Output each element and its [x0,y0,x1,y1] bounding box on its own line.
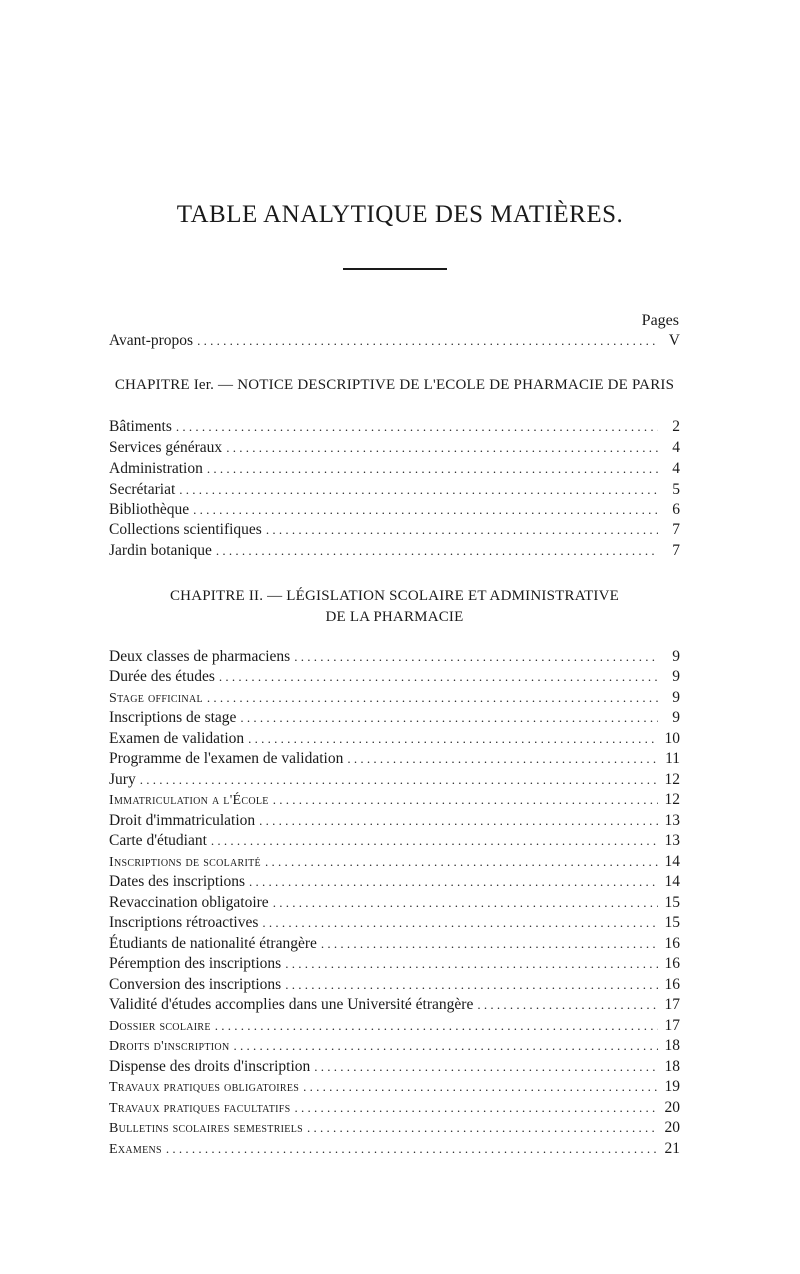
entry-page: 10 [664,730,680,747]
toc-entry[interactable] [109,934,680,954]
toc-entry[interactable] [109,1077,680,1098]
entry-label: Services généraux [109,439,223,456]
entry-page: 7 [672,521,680,538]
chapter-1-heading: CHAPITRE Ier. — NOTICE DESCRIPTIVE DE L'ECOLE DE PHARMACIE DE PARIS [114,377,675,393]
toc-entry[interactable] [109,893,680,913]
entry-label: Stage officinal [109,691,203,706]
toc-entry[interactable] [109,667,680,687]
chapter-2-heading-line-1: CHAPITRE II. — LÉGISLATION SCOLAIRE ET ADMINISTRATIVE [169,588,620,604]
entry-label: Inscriptions rétroactives [109,914,259,931]
dot-leader [259,811,658,831]
dot-leader [307,1118,658,1138]
toc-entry[interactable] [109,1098,680,1119]
entry-page: V [668,332,680,349]
dot-leader [347,749,658,769]
dot-leader [314,1057,658,1077]
dot-leader [176,417,658,437]
entry-label: Inscriptions de stage [109,709,237,726]
toc-entry[interactable] [109,729,680,749]
entry-label: Travaux pratiques obligatoires [109,1080,300,1095]
toc-entry[interactable] [109,1139,680,1160]
entry-label: Bâtiments [109,418,172,435]
entry-page: 12 [664,771,680,788]
entry-label: Dispense des droits d'inscription [109,1058,311,1075]
entry-page: 17 [664,996,680,1013]
title-rule [343,268,447,270]
entry-page: 5 [672,481,680,498]
dot-leader [226,438,658,458]
toc-entry[interactable] [109,913,680,933]
entry-label: Collections scientifiques [109,521,262,538]
entry-label: Secrétariat [109,481,176,498]
toc-entry[interactable] [109,975,680,995]
dot-leader [179,480,658,500]
dot-leader [265,852,658,872]
toc-entry[interactable] [109,1118,680,1139]
entry-label: Inscriptions de scolarité [109,855,261,870]
toc-entry[interactable] [109,811,680,831]
dot-leader [266,520,658,540]
dot-leader [211,831,658,851]
dot-leader [197,331,658,351]
dot-leader [477,995,658,1015]
entry-label: Avant-propos [109,332,194,349]
toc-entry[interactable] [109,417,680,437]
entry-label: Étudiants de nationalité étrangère [109,935,317,952]
entry-page: 2 [672,418,680,435]
toc-entry[interactable] [109,480,680,500]
toc-entry[interactable] [109,790,680,811]
dot-leader [207,459,658,479]
page-title: TABLE ANALYTIQUE DES MATIÈRES. [176,201,624,228]
entry-page: 13 [664,812,680,829]
toc-entry[interactable] [109,852,680,873]
entry-page: 9 [672,668,680,685]
entry-page: 20 [664,1119,680,1136]
toc-entry[interactable] [109,688,680,709]
toc-entry[interactable] [109,872,680,892]
entry-label: Programme de l'examen de validation [109,750,344,767]
dot-leader [262,913,658,933]
entry-label: Péremption des inscriptions [109,955,282,972]
dot-leader [294,1098,658,1118]
entry-label: Revaccination obligatoire [109,894,269,911]
entry-page: 16 [664,955,680,972]
entry-page: 4 [672,439,680,456]
entry-page: 11 [665,750,680,767]
pages-column-label: Pages [641,312,679,329]
entry-page: 6 [672,501,680,518]
entry-label: Jardin botanique [109,542,212,559]
entry-page: 14 [664,873,680,890]
toc-entry[interactable] [109,500,680,520]
entry-label: Conversion des inscriptions [109,976,282,993]
dot-leader [215,1016,658,1036]
entry-page: 17 [664,1017,680,1034]
entry-page: 18 [664,1058,680,1075]
chapter-2-heading-line-2: DE LA PHARMACIE [325,609,464,625]
entry-label: Droit d'immatriculation [109,812,256,829]
entry-label: Jury [109,771,136,788]
entry-label: Dossier scolaire [109,1019,211,1034]
entry-label: Examens [109,1142,162,1157]
entry-page: 19 [664,1078,680,1095]
toc-entry[interactable] [109,831,680,851]
entry-label: Bibliothèque [109,501,190,518]
dot-leader [166,1139,658,1159]
dot-leader [240,708,658,728]
toc-entry[interactable] [109,520,680,540]
entry-label: Validité d'études accomplies dans une Université étrangère [109,996,474,1013]
dot-leader [294,647,658,667]
entry-page: 16 [664,976,680,993]
toc-entry[interactable] [109,770,680,790]
entry-page: 13 [664,832,680,849]
entry-label: Droits d'inscription [109,1039,230,1054]
dot-leader [216,541,658,561]
entry-page: 4 [672,460,680,477]
entry-label: Bulletins scolaires semestriels [109,1121,303,1136]
entry-label: Durée des études [109,668,215,685]
dot-leader [140,770,658,790]
toc-entry[interactable] [109,954,680,974]
toc-entry[interactable] [109,1036,680,1057]
dot-leader [303,1077,658,1097]
dot-leader [273,893,658,913]
entry-page: 16 [664,935,680,952]
entry-label: Travaux pratiques facultatifs [109,1101,291,1116]
dot-leader [233,1036,658,1056]
dot-leader [285,954,658,974]
entry-label: Dates des inscriptions [109,873,246,890]
toc-entry[interactable] [109,438,680,458]
toc-entry[interactable] [109,647,680,667]
entry-page: 12 [664,791,680,808]
entry-page: 7 [672,542,680,559]
toc-entry[interactable] [109,1057,680,1077]
entry-page: 14 [664,853,680,870]
toc-entry[interactable] [109,541,680,561]
dot-leader [193,500,658,520]
entry-page: 15 [664,914,680,931]
toc-entry[interactable] [109,708,680,728]
dot-leader [219,667,658,687]
dot-leader [249,872,658,892]
dot-leader [321,934,658,954]
entry-page: 9 [672,689,680,706]
dot-leader [248,729,658,749]
dot-leader [273,790,658,810]
entry-page: 9 [672,648,680,665]
entry-page: 20 [664,1099,680,1116]
entry-label: Carte d'étudiant [109,832,207,849]
toc-entry[interactable] [109,749,680,769]
entry-label: Examen de validation [109,730,245,747]
entry-page: 21 [664,1140,680,1157]
toc-entry[interactable] [109,459,680,479]
entry-label: Deux classes de pharmaciens [109,648,291,665]
dot-leader [285,975,658,995]
toc-entry[interactable] [109,995,680,1015]
entry-page: 15 [664,894,680,911]
entry-label: Administration [109,460,203,477]
toc-entry-avant-propos[interactable] [109,331,680,351]
entry-page: 9 [672,709,680,726]
entry-page: 18 [664,1037,680,1054]
dot-leader [207,688,658,708]
entry-label: Immatriculation a l'École [109,793,269,808]
toc-entry[interactable] [109,1016,680,1037]
